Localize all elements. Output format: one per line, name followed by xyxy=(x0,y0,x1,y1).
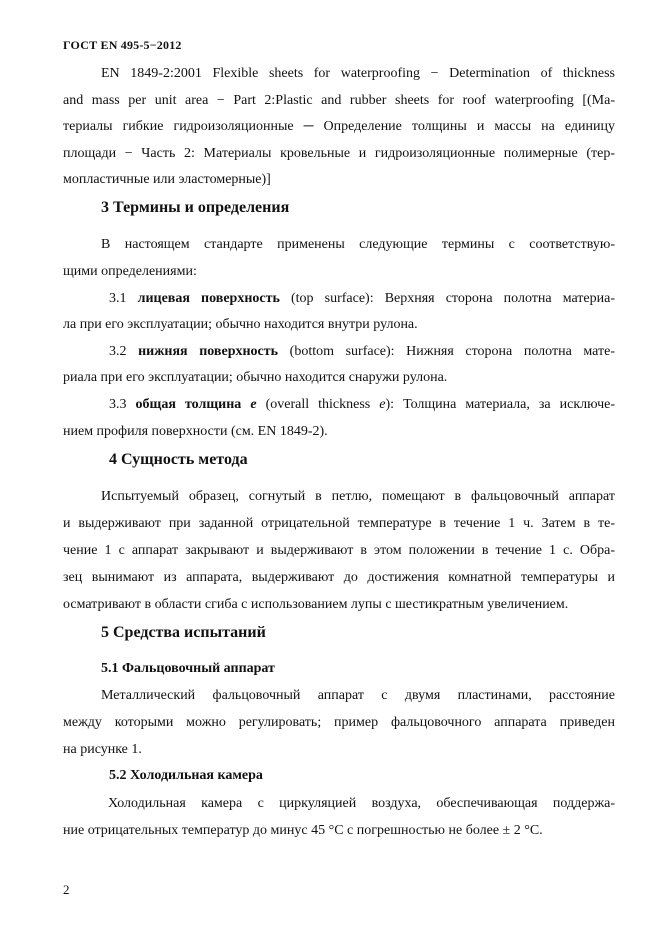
page-number: 2 xyxy=(63,882,70,897)
term-3-3 xyxy=(109,396,615,414)
term-name: общая толщина xyxy=(135,397,251,412)
paragraph-line: и выдерживают при заданной отрицательной температуре в течение 1 ч. Затем в те- xyxy=(63,516,615,531)
paragraph-line: между которыми можно регулировать; пример фальцовочного аппарата приведен xyxy=(63,715,615,730)
paragraph-line: нием профиля поверхности (см. EN 1849-2). xyxy=(63,424,328,439)
paragraph-line: щими определениями: xyxy=(63,264,197,279)
term-number: 3.2 xyxy=(109,344,139,359)
term-english: (overall thickness xyxy=(256,397,380,412)
paragraph-line: Холодильная камера с циркуляцией воздуха, обеспечивающая поддержа- xyxy=(108,796,615,811)
section-5-heading: 5 Средства испытаний xyxy=(101,624,266,641)
paragraph-line: ла при его эксплуатации; обычно находится внутри рулона. xyxy=(63,317,418,332)
term-symbol: e xyxy=(379,397,386,412)
term-3-2 xyxy=(109,343,615,361)
subsection-5-1-heading: 5.1 Фальцовочный аппарат xyxy=(101,661,275,676)
paragraph-line: чение 1 с аппарат закрывают и выдерживают в этом положении в течение 1 с. Обра- xyxy=(63,543,615,558)
reference-line: площади − Часть 2: Материалы кровельные и гидроизоляционные полимерные (тер- xyxy=(63,146,615,161)
reference-line: EN 1849-2:2001 Flexible sheets for waterproofing − Determination of thickness xyxy=(101,66,615,81)
paragraph-line: В настоящем стандарте применены следующие термины с соответствую- xyxy=(101,237,615,252)
paragraph-line: осматривают в области сгиба с использованием лупы с шестикратным увеличением. xyxy=(63,597,569,612)
paragraph-line: риала при его эксплуатации; обычно находится снаружи рулона. xyxy=(63,370,448,385)
section-3-heading: 3 Термины и определения xyxy=(101,199,290,216)
paragraph-line: Испытуемый образец, согнутый в петлю, помещают в фальцовочный аппарат xyxy=(101,489,615,504)
paragraph-line: на рисунке 1. xyxy=(63,742,142,757)
reference-line: and mass per unit area − Part 2:Plastic and rubber sheets for roof waterproofing [(Ма- xyxy=(63,93,615,108)
paragraph-line: Металлический фальцовочный аппарат с двумя пластинами, расстояние xyxy=(101,688,615,703)
term-name: нижняя поверхность xyxy=(138,344,279,359)
term-name: лицевая поверхность xyxy=(137,291,280,306)
reference-line: мопластичные или эластомерные)] xyxy=(63,172,271,187)
paragraph-line: ние отрицательных температур до минус 45 °С с погрешностью не более ± 2 °С. xyxy=(63,823,543,838)
term-definition: (top surface): Верхняя сторона полотна материа- xyxy=(279,291,616,306)
term-definition: ): Толщина материала, за исключе- xyxy=(385,397,615,412)
term-number: 3.1 xyxy=(109,291,138,306)
paragraph-line: зец вынимают из аппарата, выдерживают до достижения комнатной температуры и xyxy=(63,570,615,585)
reference-line: териалы гибкие гидроизоляционные ─ Определение толщины и массы на единицу xyxy=(63,119,615,134)
term-number: 3.3 xyxy=(109,397,136,412)
section-4-heading: 4 Сущность метода xyxy=(109,451,248,468)
term-symbol: e xyxy=(250,397,257,412)
term-definition: (bottom surface): Нижняя сторона полотна мате- xyxy=(278,344,616,359)
document-header: ГОСТ EN 495-5−2012 xyxy=(63,38,182,52)
subsection-5-2-heading: 5.2 Холодильная камера xyxy=(109,768,263,783)
term-3-1 xyxy=(109,290,615,308)
